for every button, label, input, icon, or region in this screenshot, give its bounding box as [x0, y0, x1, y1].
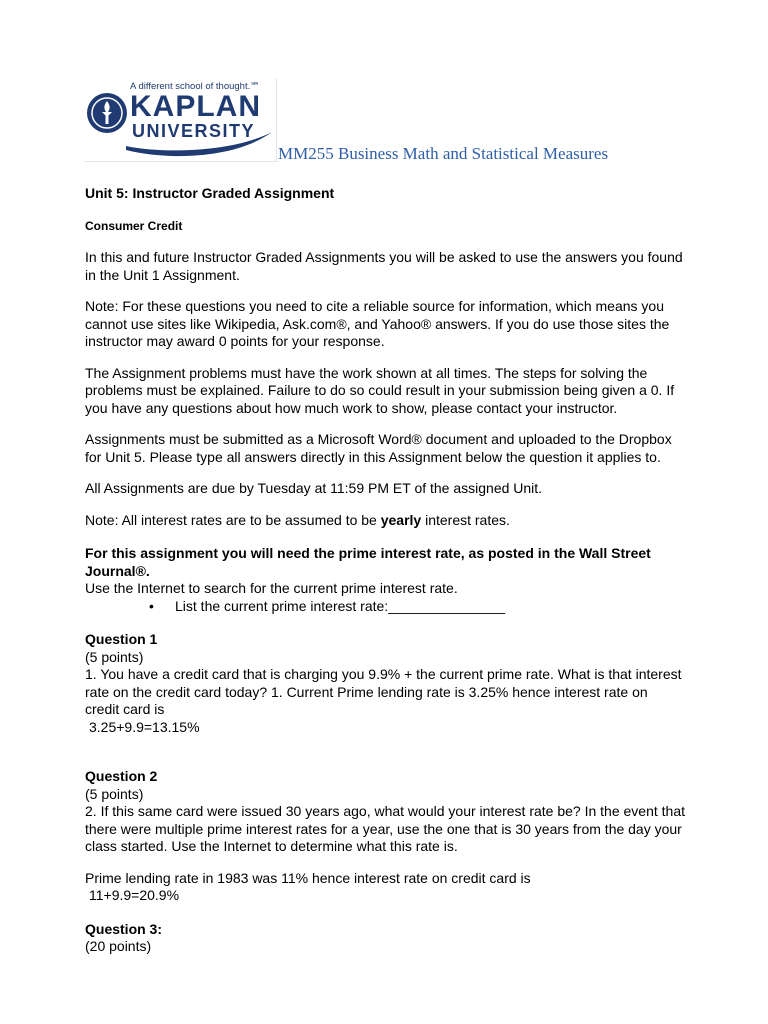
question-2-calculation: 11+9.9=20.9%	[89, 887, 180, 903]
logo-name: KAPLAN	[130, 90, 261, 123]
interest-note-prefix: Note: All interest rates are to be assumed to be	[85, 511, 381, 528]
prime-rate-heading: For this assignment you will need the prime interest rate, as posted in the Wall Street Journal®.	[85, 545, 651, 579]
document-body	[85, 185, 685, 956]
paragraph-show-work: The Assignment problems must have the work shown at all times. The steps for solving the problems must be explained. Failure to do so could result in your submission being given a 0. If you have any questions about how much work to show, please contact your instructor.	[85, 364, 675, 416]
question-1-heading: Question 1	[85, 631, 158, 647]
paragraph-due-date: All Assignments are due by Tuesday at 11:59 PM ET of the assigned Unit.	[85, 480, 543, 496]
paragraph-interest-note	[85, 512, 685, 530]
paragraph-submission: Assignments must be submitted as a Microsoft Word® document and uploaded to the Dropbox for Unit 5. Please type all answers directly in this Assignment below the question it applies to.	[85, 431, 672, 465]
logo-swoosh-icon	[124, 130, 274, 158]
question-2-heading: Question 2	[85, 768, 158, 784]
logo-subname: UNIVERSITY	[132, 121, 256, 141]
question-2-answer: Prime lending rate in 1983 was 11% hence interest rate on credit card is	[85, 869, 531, 886]
unit-heading: Unit 5: Instructor Graded Assignment	[85, 185, 335, 201]
paragraph-sources-note: Note: For these questions you need to cite a reliable source for information, which means you cannot use sites like Wikipedia, Ask.com®, and Yahoo® answers. If you do use those sites the instructor may award 0 points for your response.	[85, 298, 670, 349]
header-divider-horizontal	[84, 161, 278, 162]
question-1-calculation: 3.25+9.9=13.15%	[89, 718, 200, 735]
question-3-points: (20 points)	[85, 938, 152, 954]
header-divider-vertical	[276, 78, 277, 162]
course-title: MM255 Business Math and Statistical Measures	[278, 144, 609, 163]
question-3-heading: Question 3:	[85, 920, 163, 937]
logo-tagline: A different school of thought.℠	[130, 81, 260, 92]
question-2-text: 2. If this same card were issued 30 years ago, what would your interest rate be? In the event that there were multiple prime interest rates for a year, use the one that is 30 years from the day your class started. Use the Internet to determine what this rate is.	[85, 803, 685, 854]
kaplan-university-logo	[84, 78, 278, 162]
torch-seal-icon	[86, 92, 128, 134]
interest-note-suffix: interest rates.	[421, 511, 510, 528]
bullet-text: List the current prime interest rate:_______________	[175, 597, 505, 614]
prime-rate-instruction: Use the Internet to search for the current prime interest rate.	[85, 580, 458, 596]
section-heading: Consumer Credit	[85, 218, 183, 233]
question-2-points: (5 points)	[85, 785, 144, 802]
question-1-points: (5 points)	[85, 648, 144, 665]
question-1-text: 1. You have a credit card that is charging you 9.9% + the current prime rate. What is that interest rate on the credit card today? 1. Current Prime lending rate is 3.25% hence interest rate on credit card is	[85, 666, 682, 717]
list-item	[149, 598, 685, 616]
interest-note-bold: yearly	[380, 511, 422, 528]
paragraph-intro: In this and future Instructor Graded Assignments you will be asked to use the answers you found in the Unit 1 Assignment.	[85, 249, 683, 283]
bullet-icon: •	[149, 597, 154, 614]
